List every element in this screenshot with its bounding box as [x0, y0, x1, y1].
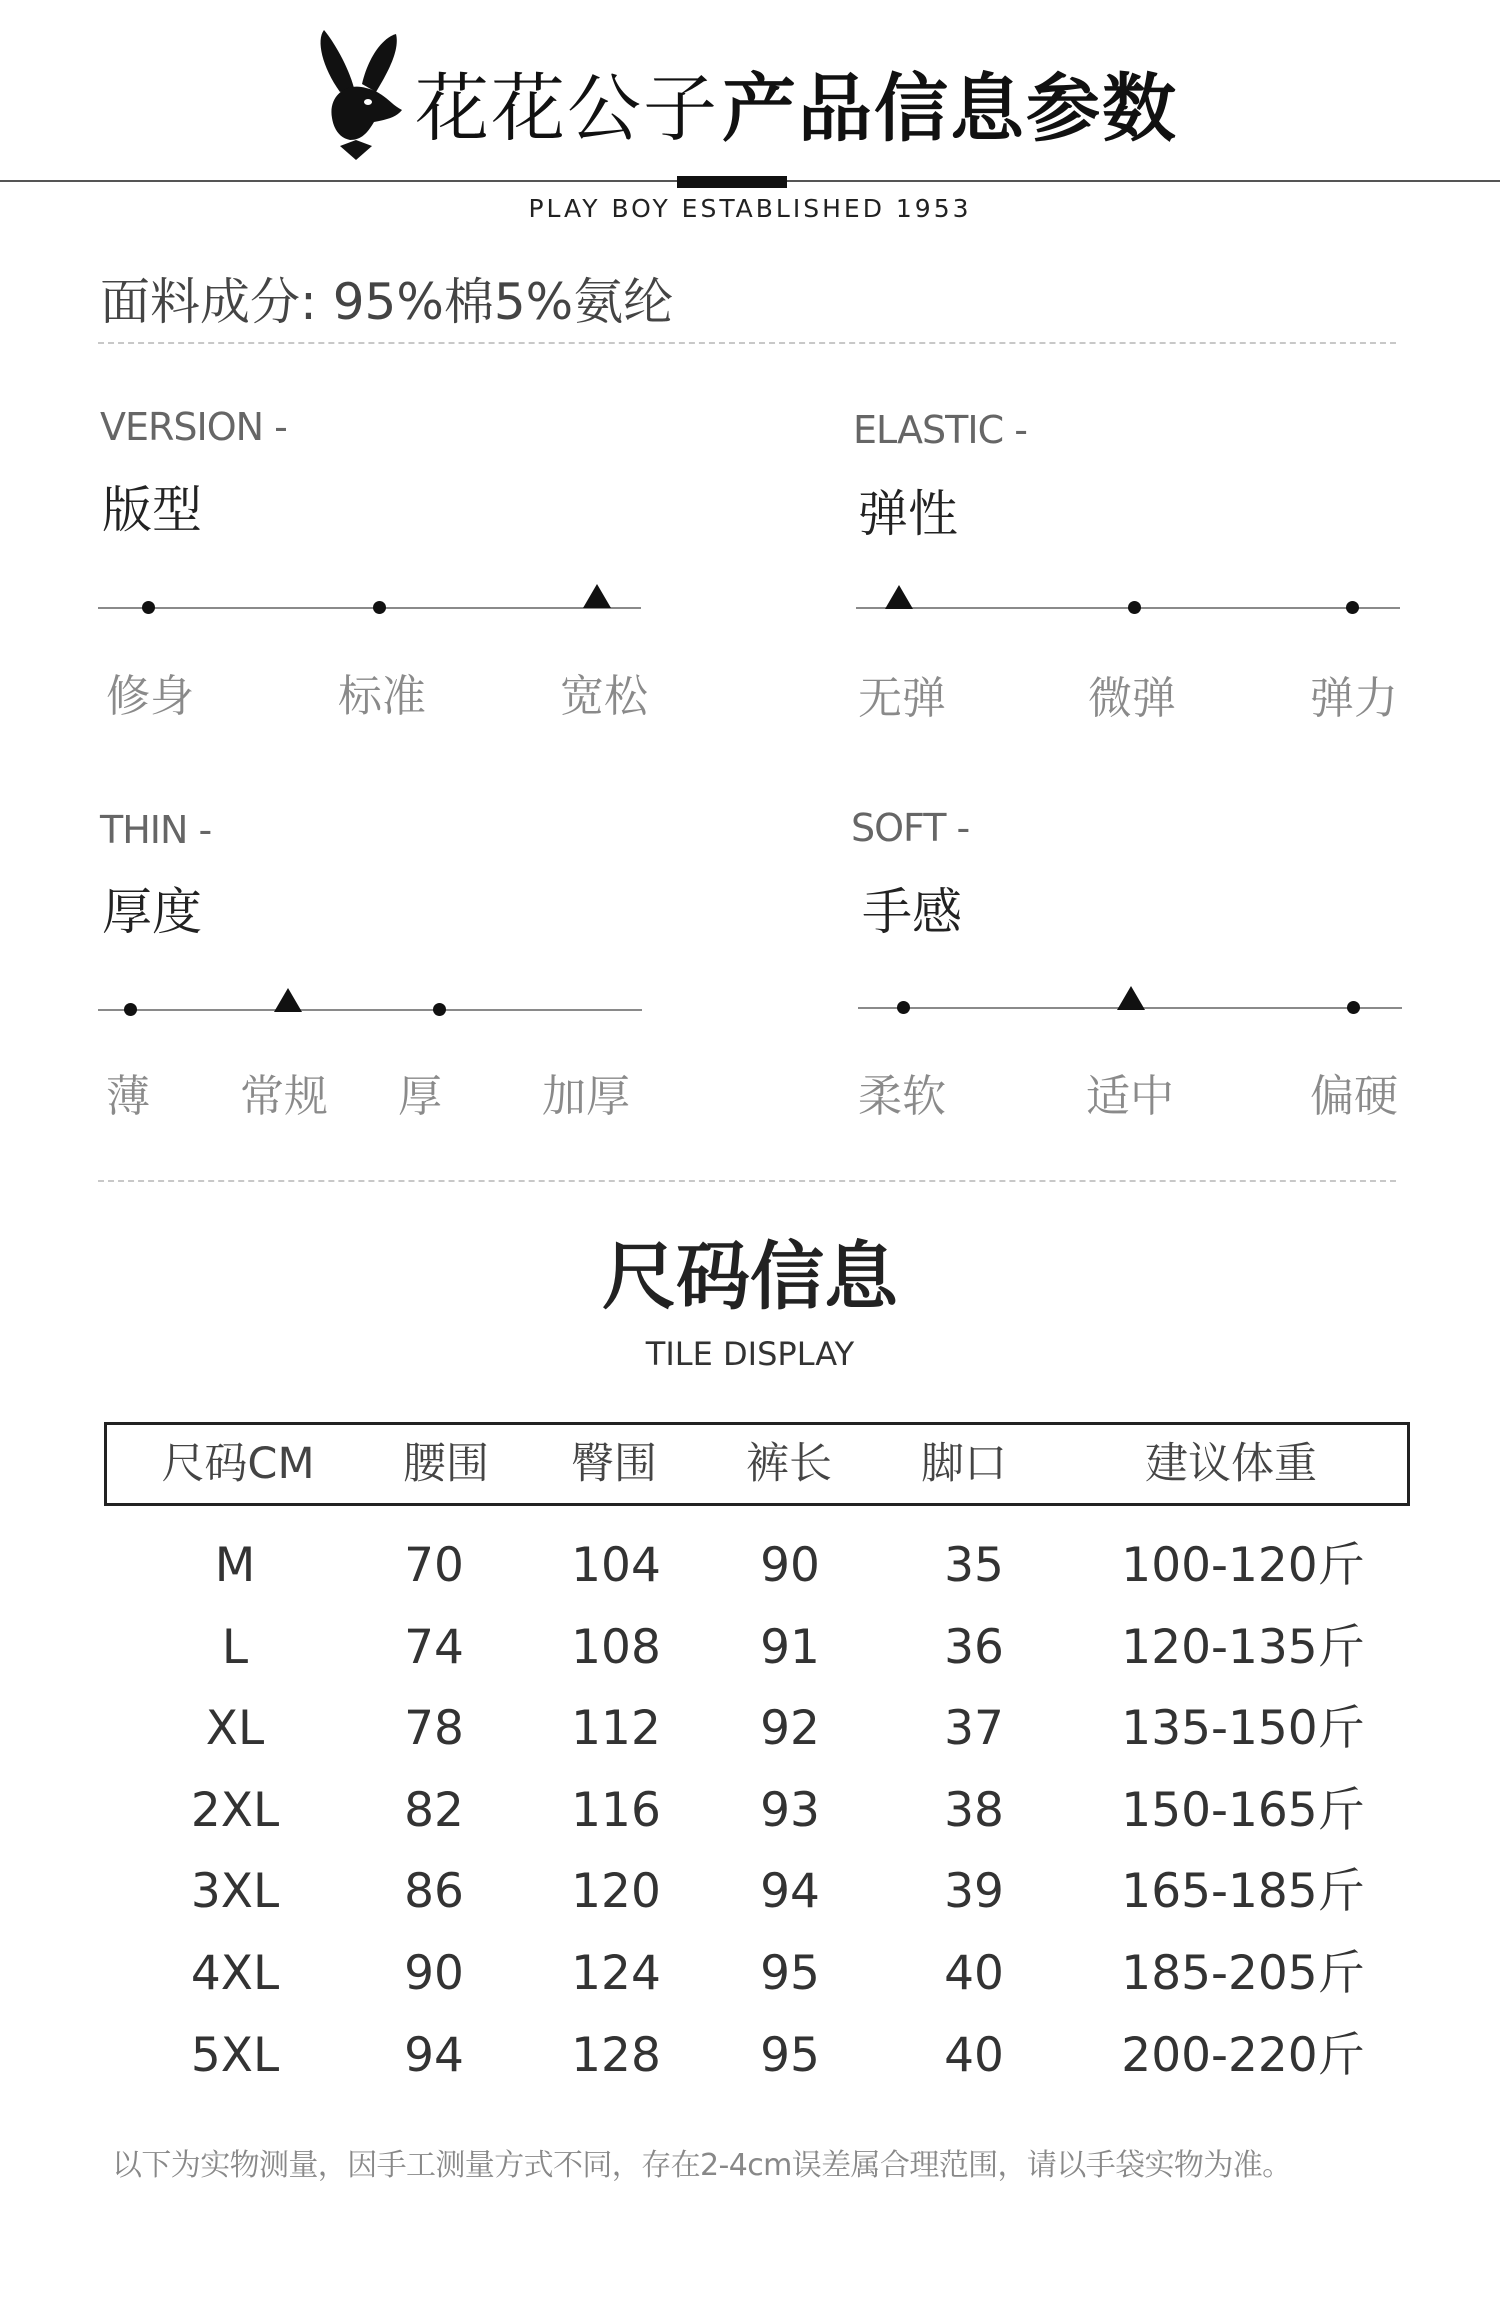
- measurement-note: 以下为实物测量，因手工测量方式不同，存在2-4cm误差属合理范围，请以手袋实物为准。: [112, 2148, 1292, 2183]
- size-section-title: 尺码信息: [602, 1234, 898, 1320]
- cell-hem: 40: [944, 1946, 1004, 2001]
- soft-option: 偏硬: [1310, 1071, 1398, 1122]
- cell-hip: 116: [571, 1782, 661, 1838]
- cell-weight: 120-135斤: [1121, 1619, 1365, 1675]
- header-accent-bar: [677, 176, 787, 188]
- cell-waist: 90: [404, 1946, 464, 2001]
- version-option: 标准: [338, 671, 426, 722]
- header-waist: 腰围: [403, 1439, 489, 1489]
- cell-hip: 124: [571, 1946, 661, 2001]
- version-scale-line: [98, 607, 641, 609]
- soft-dot-3: [1347, 1001, 1360, 1014]
- cell-weight: 185-205斤: [1121, 1946, 1365, 2001]
- cell-waist: 74: [404, 1619, 464, 1675]
- cell-waist: 82: [404, 1782, 464, 1838]
- cell-hip: 112: [571, 1701, 661, 1757]
- cell-weight: 165-185斤: [1121, 1864, 1365, 1920]
- cell-hip: 104: [571, 1538, 661, 1593]
- soft-option: 适中: [1086, 1071, 1174, 1122]
- cell-weight: 150-165斤: [1121, 1782, 1365, 1838]
- version-dot-1: [142, 601, 155, 614]
- cell-length: 92: [760, 1701, 820, 1757]
- brand-name: 花花公子: [415, 66, 719, 152]
- cell-length: 95: [760, 1946, 820, 2001]
- header-weight: 建议体重: [1145, 1439, 1317, 1489]
- thin-dot-1: [124, 1003, 137, 1016]
- header-size: 尺码CM: [161, 1439, 315, 1489]
- cell-size: 4XL: [190, 1946, 280, 2001]
- cell-waist: 94: [404, 2027, 464, 2083]
- cell-waist: 78: [404, 1701, 464, 1757]
- cell-length: 95: [760, 2027, 820, 2083]
- cell-weight: 100-120斤: [1121, 1538, 1365, 1593]
- cell-hem: 38: [944, 1782, 1004, 1838]
- version-en-label: VERSION -: [100, 405, 287, 449]
- version-selected-marker: [583, 584, 611, 608]
- cell-weight: 200-220斤: [1121, 2027, 1365, 2083]
- brand-established: PLAY BOY ESTABLISHED 1953: [528, 194, 972, 223]
- fabric-composition: 面料成分: 95%棉5%氨纶: [100, 273, 674, 331]
- elastic-dot-3: [1346, 601, 1359, 614]
- elastic-selected-marker: [885, 585, 913, 609]
- cell-hem: 35: [944, 1538, 1004, 1593]
- elastic-option: 微弹: [1088, 673, 1176, 724]
- soft-dot-1: [897, 1001, 910, 1014]
- thin-scale-line: [98, 1009, 642, 1011]
- soft-option: 柔软: [858, 1071, 946, 1122]
- thin-option: 加厚: [542, 1071, 630, 1122]
- cell-length: 93: [760, 1782, 820, 1838]
- thin-cn-label: 厚度: [102, 883, 202, 941]
- elastic-option: 弹力: [1310, 673, 1398, 724]
- cell-size: M: [214, 1538, 256, 1593]
- page-title: 产品信息参数: [722, 66, 1178, 152]
- cell-length: 91: [760, 1619, 820, 1675]
- dashed-divider: [98, 1180, 1396, 1182]
- thin-option: 薄: [106, 1071, 150, 1122]
- version-option: 宽松: [560, 671, 648, 722]
- thin-option: 常规: [240, 1071, 328, 1122]
- cell-size: 3XL: [190, 1864, 280, 1920]
- cell-hip: 120: [571, 1864, 661, 1920]
- elastic-cn-label: 弹性: [858, 485, 958, 543]
- cell-hem: 40: [944, 2027, 1004, 2083]
- cell-hem: 39: [944, 1864, 1004, 1920]
- size-section-subtitle: TILE DISPLAY: [645, 1335, 855, 1373]
- cell-hem: 37: [944, 1701, 1004, 1757]
- cell-size: XL: [205, 1701, 265, 1757]
- version-option: 修身: [106, 671, 194, 722]
- cell-hip: 108: [571, 1619, 661, 1675]
- version-cn-label: 版型: [102, 481, 202, 539]
- cell-size: 5XL: [190, 2027, 280, 2083]
- cell-waist: 86: [404, 1864, 464, 1920]
- cell-hem: 36: [944, 1619, 1004, 1675]
- size-table-header: [104, 1422, 1410, 1506]
- cell-hip: 128: [571, 2027, 661, 2083]
- elastic-dot-2: [1128, 601, 1141, 614]
- elastic-option: 无弹: [858, 673, 946, 724]
- thin-option: 厚: [398, 1071, 442, 1122]
- cell-weight: 135-150斤: [1121, 1701, 1365, 1757]
- header-length: 裤长: [746, 1439, 832, 1489]
- soft-cn-label: 手感: [862, 883, 962, 941]
- bunny-logo-icon: [310, 22, 410, 162]
- cell-size: L: [221, 1619, 249, 1675]
- cell-length: 94: [760, 1864, 820, 1920]
- thin-selected-marker: [274, 988, 302, 1012]
- header-hip: 臀围: [571, 1439, 657, 1489]
- cell-length: 90: [760, 1538, 820, 1593]
- cell-waist: 70: [404, 1538, 464, 1593]
- soft-en-label: SOFT -: [851, 806, 970, 850]
- thin-en-label: THIN -: [100, 808, 212, 852]
- thin-dot-3: [433, 1003, 446, 1016]
- cell-size: 2XL: [190, 1782, 280, 1838]
- soft-selected-marker: [1117, 986, 1145, 1010]
- version-dot-2: [373, 601, 386, 614]
- header-hem: 脚口: [921, 1439, 1007, 1489]
- dashed-divider: [98, 342, 1396, 344]
- elastic-en-label: ELASTIC -: [853, 408, 1027, 452]
